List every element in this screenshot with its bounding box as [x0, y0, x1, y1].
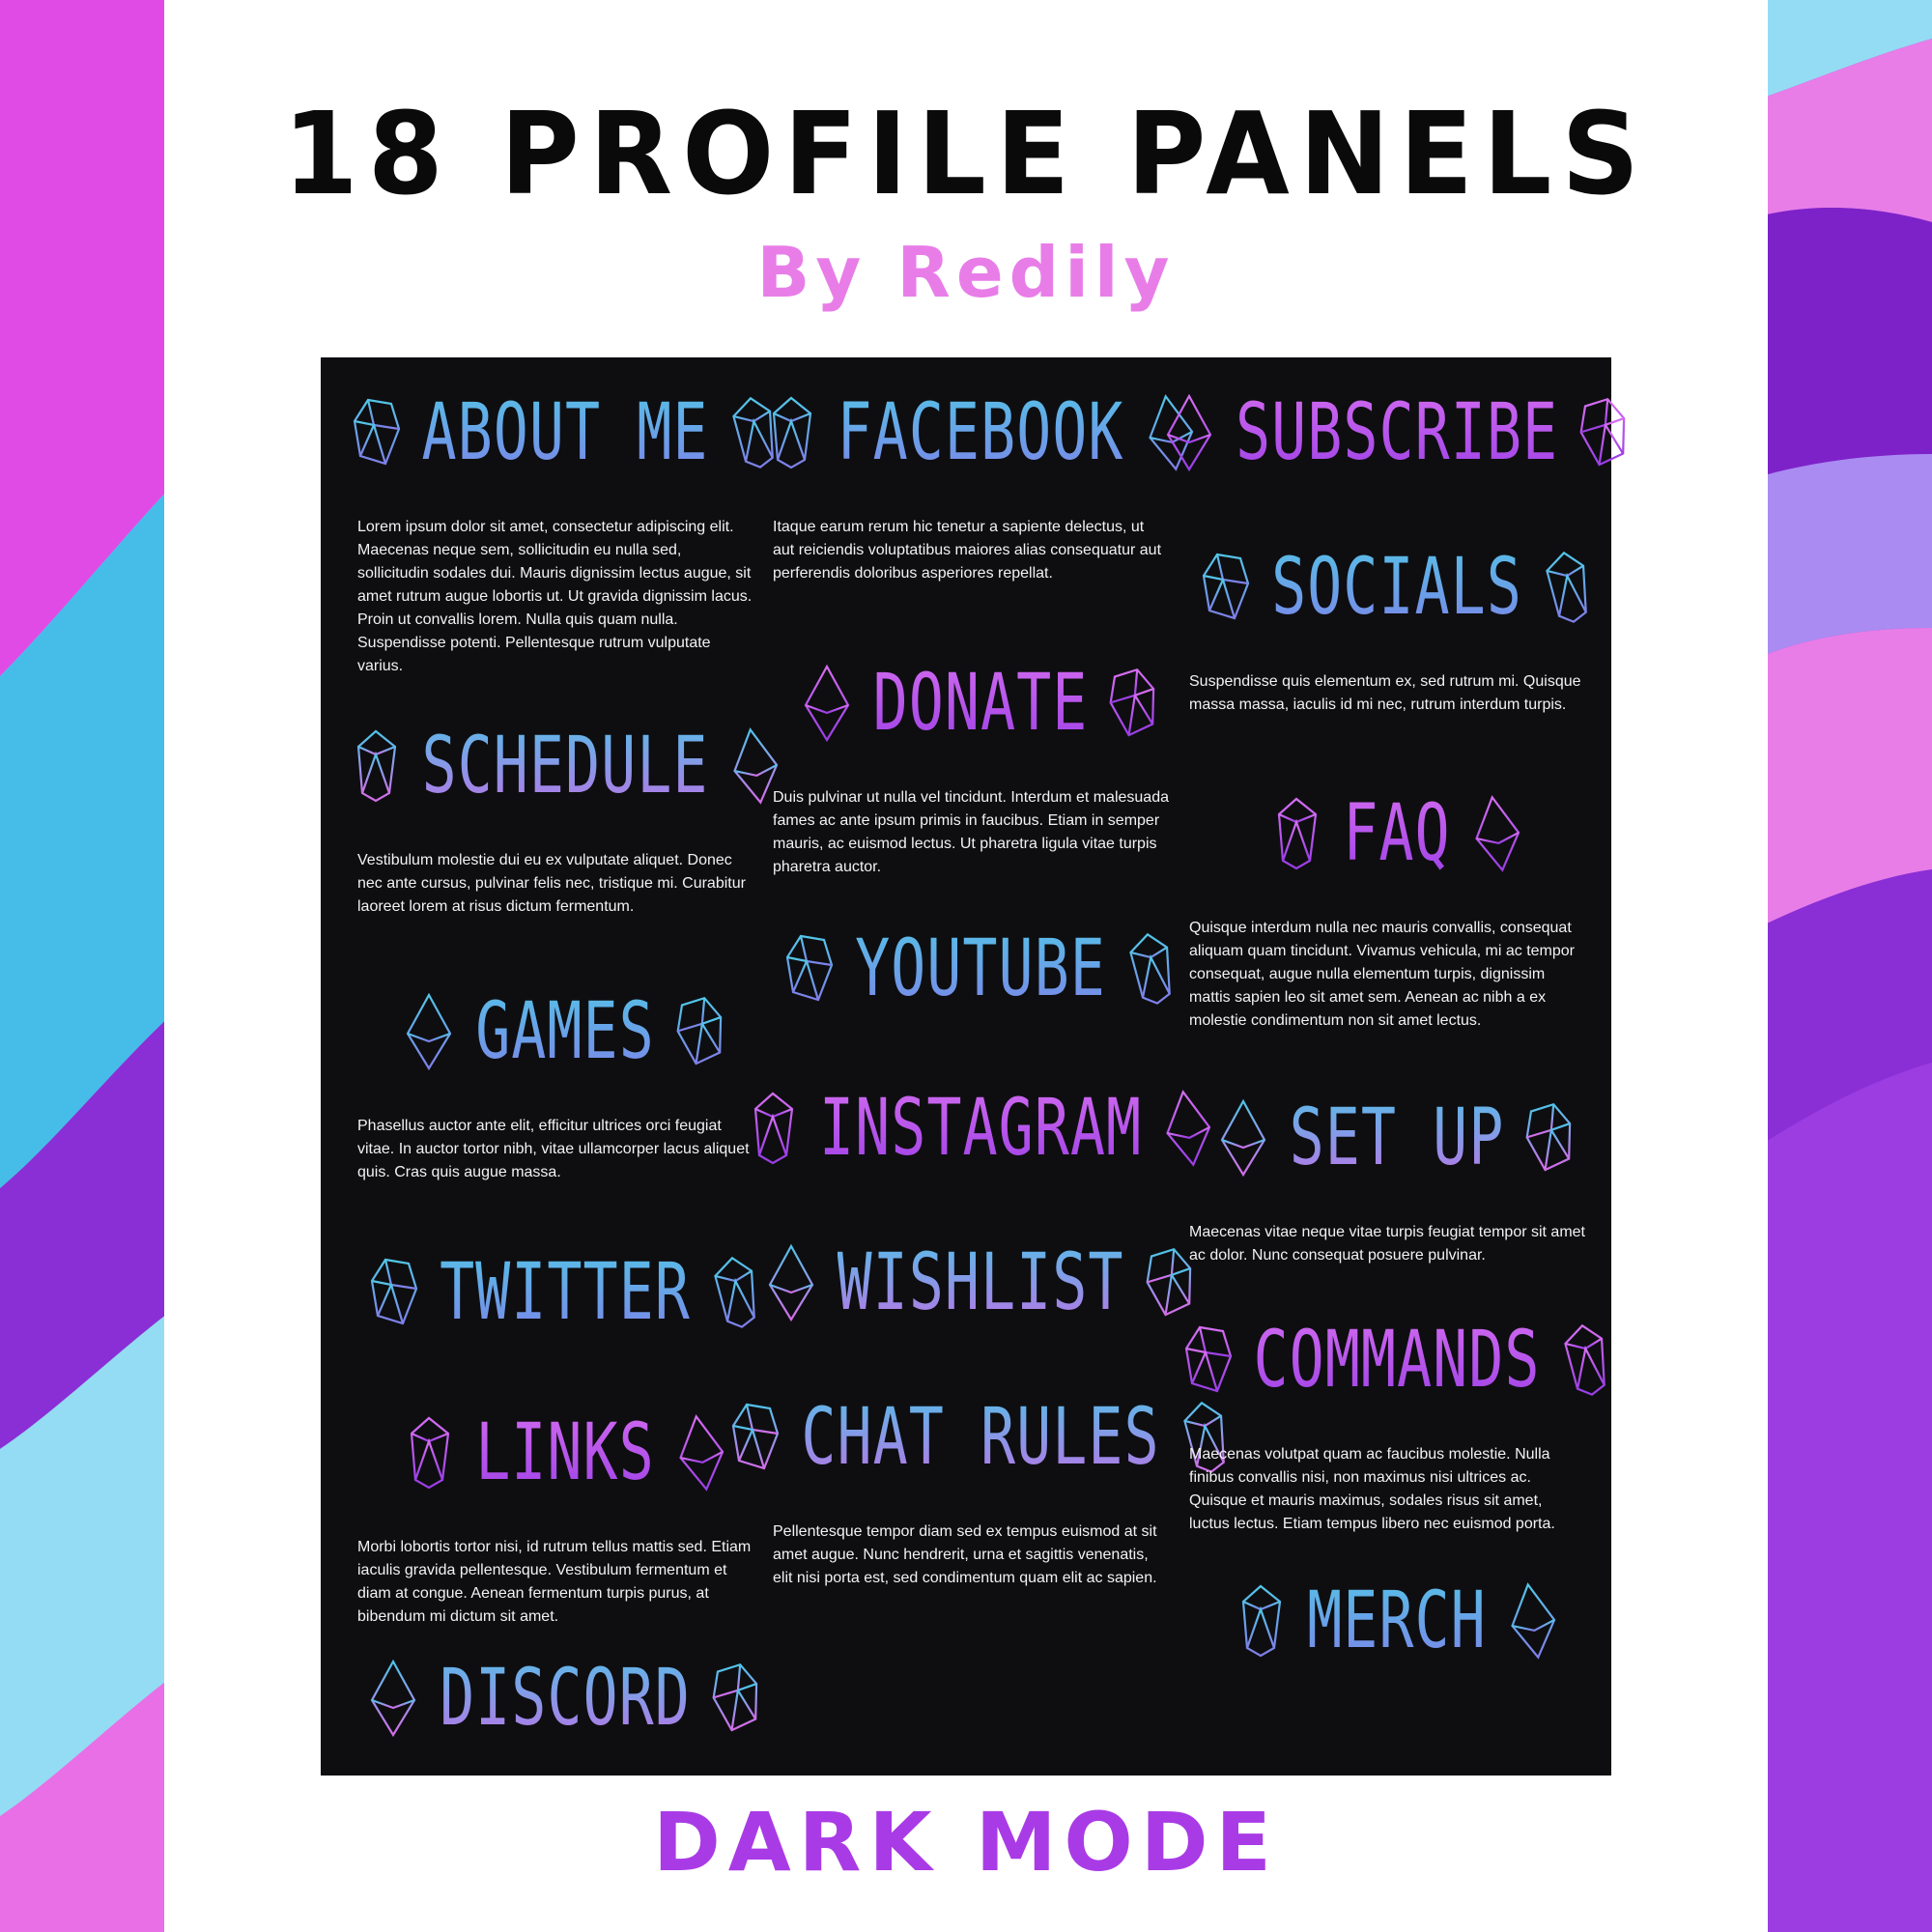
- crystal-icon: [702, 1654, 771, 1743]
- panel-heading: [357, 1246, 773, 1339]
- panel-body-text: Itaque earum rerum hic tenetur a sapiente delectus, ut aut reiciendis voluptatibus maiores alias consequatur aut perferendis doloribus asperiores repellat.: [773, 519, 1162, 582]
- panel-about-me: [357, 386, 773, 678]
- footer-label: DARK MODE: [653, 1795, 1279, 1889]
- panel-wishlist: [773, 1236, 1188, 1329]
- panel-body-text: Duis pulvinar ut nulla vel tincidunt. Interdum et malesuada fames ac ante ipsum primis in faucibus. Etiam in semper mauris, ac euismod lectus. Ut pharetra ligula vitae turpis pharetra auctor.: [773, 789, 1169, 875]
- panel-heading: [1189, 1314, 1605, 1406]
- panel-title: INSTAGRAM: [819, 1073, 1142, 1182]
- crystal-icon: [725, 1397, 783, 1478]
- panel-title: WISHLIST: [838, 1228, 1124, 1337]
- crystal-icon: [1232, 1580, 1290, 1662]
- panel-body-text: Lorem ipsum dolor sit amet, consectetur adipiscing elit. Maecenas neque sem, sollicitudin eu nulla sed, sollicitudin sodales dui. Mauris dignissim lectus augue, sit amet rutrum augue lobortis ut. Ut gravida dignissim lacus. Proin ut convallis lorem. Nulla quis quam nulla. Suspendisse potenti. Pellentesque rutrum vulputate varius.: [357, 519, 753, 674]
- panel-socials: [1189, 541, 1605, 717]
- panel-donate: [773, 657, 1188, 879]
- crystal-icon: [1552, 1316, 1621, 1405]
- panel-set-up: [1189, 1092, 1605, 1267]
- crystal-icon: [667, 987, 735, 1076]
- panel-heading: [773, 1391, 1188, 1484]
- panel-title: FAQ: [1343, 779, 1450, 888]
- crystal-icon: [400, 1412, 458, 1493]
- crystal-icon: [744, 1088, 802, 1169]
- panel-title: SCHEDULE: [422, 711, 709, 820]
- panel-heading: [1189, 1575, 1605, 1667]
- panel-heading: [773, 657, 1188, 750]
- panel-title: YOUTUBE: [855, 914, 1106, 1023]
- crystal-icon: [347, 725, 405, 807]
- crystal-icon: [1179, 1320, 1236, 1401]
- panel-heading: [1189, 787, 1605, 880]
- panel-instagram: [773, 1082, 1188, 1175]
- crystal-icon: [347, 392, 405, 473]
- crystal-icon: [1160, 392, 1218, 473]
- crystal-icon: [1118, 924, 1186, 1013]
- panel-heading: [773, 386, 1188, 479]
- crystal-icon: [1463, 789, 1531, 878]
- crystal-icon: [400, 991, 458, 1072]
- panel-body-text: Pellentesque tempor diam sed ex tempus euismod at sit amet augue. Nunc hendrerit, urna et sagittis venenatis, elit nisi porta est, sed condimentum quam elit ac sapien.: [773, 1523, 1157, 1586]
- panel-title: SUBSCRIBE: [1236, 378, 1558, 487]
- panel-title: SOCIALS: [1271, 532, 1522, 641]
- panel-chat-rules: [773, 1391, 1188, 1590]
- panel-title: LINKS: [475, 1398, 655, 1507]
- panel-heading: [357, 1652, 773, 1745]
- crystal-icon: [1100, 659, 1169, 748]
- panel-heading: [357, 720, 773, 812]
- byline: By Redily: [756, 232, 1176, 313]
- panel-heading: [1189, 541, 1605, 634]
- panel-body-text: Maecenas volutpat quam ac faucibus molestie. Nulla finibus convallis nisi, non maximus nisi ultrices ac. Quisque et mauris maximus, sodales risus sit amet, luctus lectus. Etiam tempus libero nec euismod porta.: [1189, 1446, 1555, 1532]
- crystal-icon: [1534, 543, 1603, 632]
- panel-title: SET UP: [1290, 1083, 1505, 1192]
- panel-heading: [357, 985, 773, 1078]
- panel-body-text: Morbi lobortis tortor nisi, id rutrum tellus mattis sed. Etiam iaculis gravida pellentesque. Vestibulum fermentum et diam at congue. Aenean fermentum turpis purus, at bibendum mi dictum sit amet.: [357, 1539, 752, 1625]
- crystal-icon: [1196, 547, 1254, 628]
- panel-body-text: Phasellus auctor ante elit, efficitur ultrices orci feugiat vitae. In auctor tortor nibh, vitae ullamcorper lacus aliquet quis. Cras quis augue massa.: [357, 1118, 750, 1180]
- crystal-icon: [798, 663, 856, 744]
- panel-heading: [773, 1082, 1188, 1175]
- panel-body-text: Suspendisse quis elementum ex, sed rutrum mi. Quisque massa massa, iaculis id mi nec, rutrum interdum turpis.: [1189, 673, 1581, 713]
- panel-heading: [773, 923, 1188, 1015]
- panel-title: DONATE: [873, 648, 1089, 757]
- crystal-icon: [780, 928, 838, 1009]
- panel-heading: [773, 1236, 1188, 1329]
- panel-heading: [1189, 1092, 1605, 1184]
- panel-faq: [1189, 787, 1605, 1033]
- panel-title: MERCH: [1307, 1566, 1487, 1675]
- crystal-icon: [1571, 388, 1639, 477]
- panel-games: [357, 985, 773, 1184]
- panel-body-text: Vestibulum molestie dui eu ex vulputate aliquet. Donec nec ante cursus, pulvinar felis nec, tristique mi. Curabitur laoreet lorem at risus dictum fermentum.: [357, 852, 746, 915]
- crystal-icon: [1214, 1097, 1272, 1179]
- panel-schedule: [357, 720, 773, 919]
- panel-body-text: Maecenas vitae neque vitae turpis feugiat tempor sit amet ac dolor. Nunc consequat posuere pulvinar.: [1189, 1224, 1585, 1264]
- panel-subscribe: [1189, 386, 1605, 479]
- panel-facebook: [773, 386, 1188, 585]
- crystal-icon: [762, 1242, 820, 1323]
- panel-heading: [357, 1406, 773, 1499]
- panel-links: [357, 1406, 773, 1629]
- panel-body-text: Quisque interdum nulla nec mauris convallis, consequat aliquam quam tincidunt. Vivamus vehicula, mi ac tempor consequat, augue nulla elementum turpis, dignissim mattis sapien leo sit amet sem. Aenean ac nibh a ex molestie condimentum non sit amet lectus.: [1189, 920, 1575, 1029]
- panel-discord: [357, 1652, 773, 1745]
- panel-title: TWITTER: [440, 1237, 691, 1347]
- crystal-icon: [1267, 793, 1325, 874]
- panel-heading: [1189, 386, 1605, 479]
- panel-commands: [1189, 1314, 1605, 1536]
- panel-title: CHAT RULES: [801, 1382, 1159, 1492]
- crystal-icon: [1517, 1094, 1585, 1182]
- crystal-icon: [364, 1252, 422, 1333]
- panel-title: ABOUT ME: [422, 378, 709, 487]
- crystal-icon: [1498, 1577, 1567, 1665]
- panel-merch: [1189, 1575, 1605, 1667]
- page-title: 18 PROFILE PANELS: [282, 88, 1650, 221]
- panel-twitter: [357, 1246, 773, 1339]
- panel-heading: [357, 386, 773, 479]
- panel-title: FACEBOOK: [838, 378, 1124, 487]
- panel-title: GAMES: [475, 977, 655, 1086]
- panel-youtube: [773, 923, 1188, 1015]
- panel-title: DISCORD: [440, 1643, 691, 1752]
- crystal-icon: [364, 1658, 422, 1739]
- panel-board: [321, 357, 1611, 1776]
- panel-title: COMMANDS: [1254, 1305, 1541, 1414]
- crystal-icon: [762, 392, 820, 473]
